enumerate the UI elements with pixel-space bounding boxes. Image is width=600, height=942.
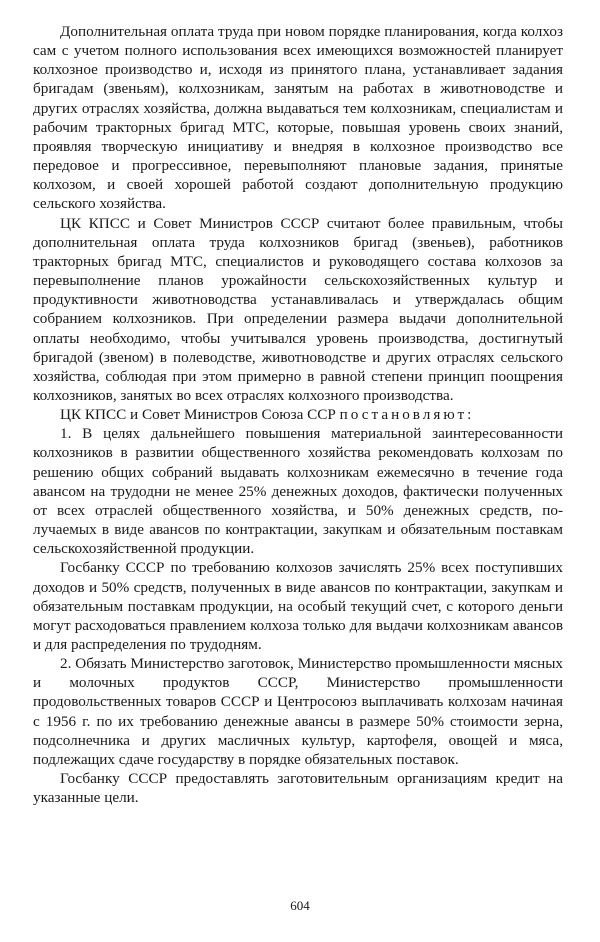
page-number: 604 [290, 898, 310, 913]
paragraph-gosbank-credit: Госбанку СССР предоставлять заготовительным организациям кредит на указанные цели. [33, 770, 563, 807]
document-page [33, 22, 563, 807]
paragraph-supplementary-pay: Дополнительная оплата труда при новом порядке планирования, когда колхоз сам с учетом полного использования всех имеющихся возможностей планирует колхозное производство и, исходя из принятого плана, устанавливает задания бригадам (звеньям), колхозникам, занятым на работах в животноводстве и других отраслях хозяйства, должна выдаваться тем колхозникам, специалистам и рабочим тракторных бригад МТС, которые, повышая уровень своих знаний, проявляя творческую инициативу и внедряя в колхозное производство все передовое и прогрессивное, перевыполняют плановые задания, принятые колхозом, и своей хорошей работой создают дополнительную продукцию сельского хозяйства. [33, 23, 563, 213]
paragraph-resolution-lead [33, 405, 563, 424]
paragraph-item-2: 2. Обязать Министерство заготовок, Министерство промышленности мясных и молочных продуктов СССР, Министерство промышленности продовольственных товаров СССР и Центросоюз выплачивать колхозам начиная с 1956 г. по их требованию денежные авансы в размере 50% стоимости зерна, подсолнечника и других масличных культур, картофеля, овощей и мяса, подлежащих сдаче государству в порядке обязательных поставок. [33, 655, 563, 768]
paragraph-item-1: 1. В целях дальнейшего повышения материальной заинтересованности колхозников в развитии общественного хозяйства рекомендовать колхозам по решению общих собраний выдавать колхозникам ежемесячно в течение года авансом на трудодни не менее 25% денежных доходов, фактически полученных от всех отраслей общественного хозяйства, и 50% денежных средств, получаемых в виде авансов по контрактации, закупкам и обязательным поставкам сельскохозяйственной продукции. [33, 425, 563, 558]
resolution-lead-text: ЦК КПСС и Совет Министров Союза ССР [60, 406, 340, 424]
paragraph-gosbank-accounts: Госбанку СССР по требованию колхозов зачислять 25% всех поступивших доходов и 50% средств, полученных в виде авансов по контрактации, закупкам и обязательным поставкам продукции, на особый текущий счет, с которого деньги могут расходоваться правлением колхоза только для выдачи колхозникам авансов и для распределения по трудодням. [33, 559, 563, 653]
resolution-verb: постановляют: [339, 406, 475, 424]
paragraph-central-committee-opinion: ЦК КПСС и Совет Министров СССР считают более правильным, чтобы дополнительная оплата труда колхозников бригад (звеньев), работников тракторных бригад МТС, специалистов и руководящего состава колхозов за перевыполнение планов урожайности сельскохозяйственных культур и продуктивности животноводства устанавливалась и утверждалась общим собранием колхозников. При определении размера выдачи дополнительной оплаты необходимо, чтобы учитывался уровень производства, достигнутый бригадой (звеном) в полеводстве, животноводстве и других отраслях сельского хозяйства, соблюдая при этом примерно в равной степени принцип поощрения колхозников, занятых во всех отраслях колхозного производства. [33, 214, 563, 404]
